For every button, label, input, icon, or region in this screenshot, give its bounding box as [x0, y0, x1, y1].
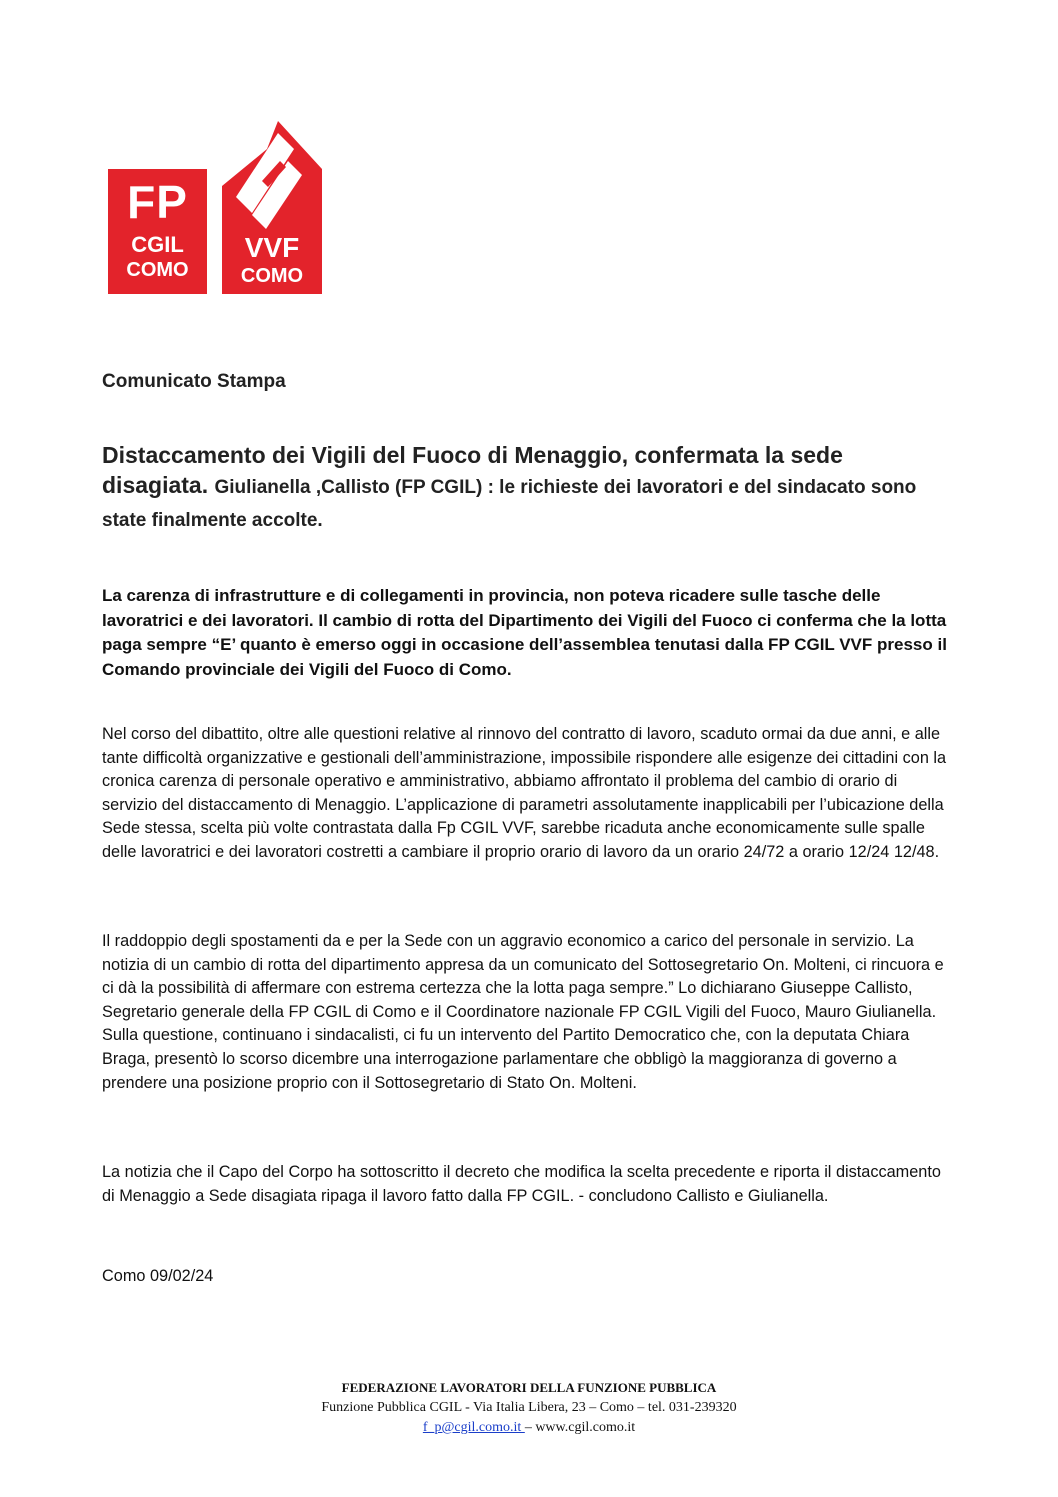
document-title: [102, 440, 952, 536]
footer-website[interactable]: www.cgil.como.it: [535, 1420, 636, 1435]
logo-cgil-text: CGIL: [131, 232, 184, 257]
paragraph: La notizia che il Capo del Corpo ha sottoscritto il decreto che modifica la scelta precedente e riporta il distaccamento di Menaggio a Sede disagiata ripaga il lavoro fatto dalla FP CGIL. - concludono Callisto e Giulianella.: [102, 1163, 941, 1205]
paragraph: Il raddoppio degli spostamenti da e per la Sede con un aggravio economico a carico del personale in servizio. La notizia di un cambio di rotta del dipartimento appresa da un comunicato del Sottosegretario On. Molteni, ci rincuora e ci dà la possibilità di affermare con estrema certezza che la lotta paga sempre.” Lo dichiarano Giuseppe Callisto, Segretario generale della FP CGIL di Como e il Coordinatore nazionale FP CGIL Vigili del Fuoco, Mauro Giulianella.: [102, 932, 944, 1021]
fp-cgil-como-logo: [108, 169, 207, 294]
paragraph: Sulla questione, continuano i sindacalisti, ci fu un intervento del Partito Democratico che, con la deputata Chiara Braga, presentò lo scorso dicembre una interrogazione parlamentare che obbligò la maggioranza di governo a prendere una posizione proprio con il Sottosegretario di Stato On. Molteni.: [102, 1026, 910, 1092]
footer-email-link[interactable]: f_p@cgil.como.it: [422, 1420, 525, 1435]
title-sub: Giulianella ,Callisto (FP CGIL) : le richieste dei lavoratori e del sindacato sono state finalmente accolte.: [102, 477, 917, 531]
footer-address: Funzione Pubblica CGIL - Via Italia Libera, 23 – Como – tel. 031-239320: [321, 1400, 737, 1415]
title-main: Distaccamento dei Vigili del Fuoco di Menaggio, confermata la sede disagiata.: [102, 442, 843, 498]
footer-contact: [0, 1418, 1058, 1438]
logo-como-text: COMO: [126, 259, 189, 281]
vvf-como-logo: [222, 121, 322, 294]
logo-fp-text: FP: [127, 176, 188, 228]
logo-vvf-text: VVF: [244, 232, 300, 263]
paragraph-block: [102, 930, 952, 1095]
document-label: Comunicato Stampa: [102, 371, 286, 392]
logo-vvf-como-text: COMO: [240, 265, 304, 287]
lead-paragraph: La carenza di infrastrutture e di collegamenti in provincia, non poteva ricadere sulle tasche delle lavoratrici e dei lavoratori. Il cambio di rotta del Dipartimento dei Vigili del Fuoco ci conferma che la lotta paga sempre “E’ quanto è emerso oggi in occasione dell’assemblea tenutasi dalla FP CGIL VVF presso il Comando provinciale dei Vigili del Fuoco di Como.: [102, 586, 947, 679]
footer-separator: –: [524, 1420, 536, 1435]
document-date: Como 09/02/24: [102, 1267, 214, 1285]
footer: [0, 1378, 1058, 1438]
paragraph: Nel corso del dibattito, oltre alle questioni relative al rinnovo del contratto di lavoro, scaduto ormai da due anni, e alle tante difficoltà organizzative e gestionali dell’amministrazione, impossibile rispondere alle esigenze dei cittadini con la cronica carenza di personale operativo e amministrativo, abbiamo affrontato il problema del cambio di orario di servizio del distaccamento di Menaggio. L’applicazione di parametri assolutamente inapplicabili per l’ubicazione della Sede stessa, scelta più volte contrastata dalla Fp CGIL VVF, sarebbe ricaduta anche economicamente sulle spalle delle lavoratrici e dei lavoratori costretti a cambiare il proprio orario di lavoro da un orario 24/72 a orario 12/24 12/48.: [102, 725, 947, 861]
footer-org: FEDERAZIONE LAVORATORI DELLA FUNZIONE PUBBLICA: [341, 1380, 717, 1395]
